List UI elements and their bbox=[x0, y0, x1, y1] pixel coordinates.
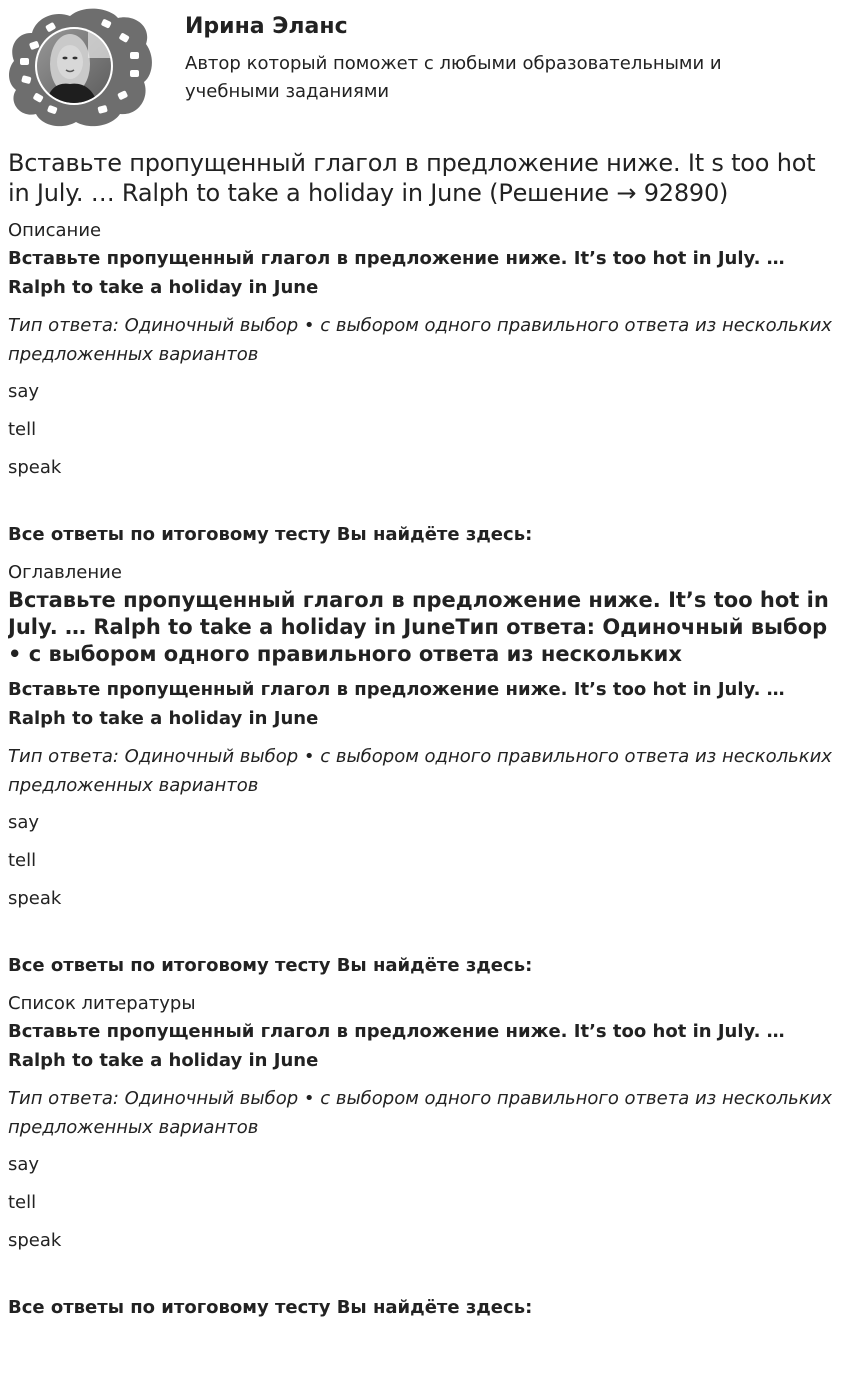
toc-label: Оглавление bbox=[8, 562, 122, 583]
option-say: say bbox=[8, 812, 40, 833]
option-tell: tell bbox=[8, 1192, 37, 1213]
literature-label: Список литературы bbox=[8, 993, 196, 1014]
question-text: Вставьте пропущенный глагол в предложение ниже. It’s too hot in July. … Ralph to take a holiday in June bbox=[8, 1021, 785, 1071]
option-tell: tell bbox=[8, 850, 37, 871]
author-name: Ирина Эланс bbox=[185, 14, 348, 39]
question-text: Вставьте пропущенный глагол в предложение ниже. It’s too hot in July. … Ralph to take a holiday in June bbox=[8, 679, 785, 729]
option-say: say bbox=[8, 1154, 40, 1175]
author-header bbox=[0, 0, 847, 135]
option-speak: speak bbox=[8, 1230, 62, 1251]
film-reel-avatar-icon bbox=[6, 6, 152, 128]
author-description: Автор который поможет с любыми образовательными и учебными заданиями bbox=[185, 53, 722, 102]
page-title: Вставьте пропущенный глагол в предложение ниже. It s too hot in July. … Ralph to take a holiday in June (Решение → 92890) bbox=[8, 149, 816, 207]
toc-section bbox=[8, 559, 840, 980]
all-answers-link[interactable]: Все ответы по итоговому тесту Вы найдёте здесь: bbox=[8, 1297, 533, 1318]
description-label: Описание bbox=[8, 220, 102, 241]
all-answers-link[interactable]: Все ответы по итоговому тесту Вы найдёте здесь: bbox=[8, 955, 533, 976]
option-speak: speak bbox=[8, 888, 62, 909]
answer-type: Тип ответа: Одиночный выбор • с выбором одного правильного ответа из нескольких предложенных вариантов bbox=[8, 1088, 832, 1138]
literature-section bbox=[8, 990, 840, 1322]
option-say: say bbox=[8, 381, 40, 402]
question-text: Вставьте пропущенный глагол в предложение ниже. It’s too hot in July. … Ralph to take a holiday in June bbox=[8, 248, 785, 298]
option-speak: speak bbox=[8, 457, 62, 478]
answer-type: Тип ответа: Одиночный выбор • с выбором одного правильного ответа из нескольких предложенных вариантов bbox=[8, 315, 832, 365]
toc-heading: Вставьте пропущенный глагол в предложение ниже. It’s too hot in July. … Ralph to take a holiday in JuneТип ответа: Одиночный выбор • с выбором одного правильного ответа из нескольких bbox=[8, 588, 829, 666]
answer-type: Тип ответа: Одиночный выбор • с выбором одного правильного ответа из нескольких предложенных вариантов bbox=[8, 746, 832, 796]
option-tell: tell bbox=[8, 419, 37, 440]
all-answers-link[interactable]: Все ответы по итоговому тесту Вы найдёте здесь: bbox=[8, 524, 533, 545]
main-content bbox=[8, 148, 840, 1332]
author-avatar bbox=[6, 6, 152, 128]
description-section bbox=[8, 217, 840, 549]
